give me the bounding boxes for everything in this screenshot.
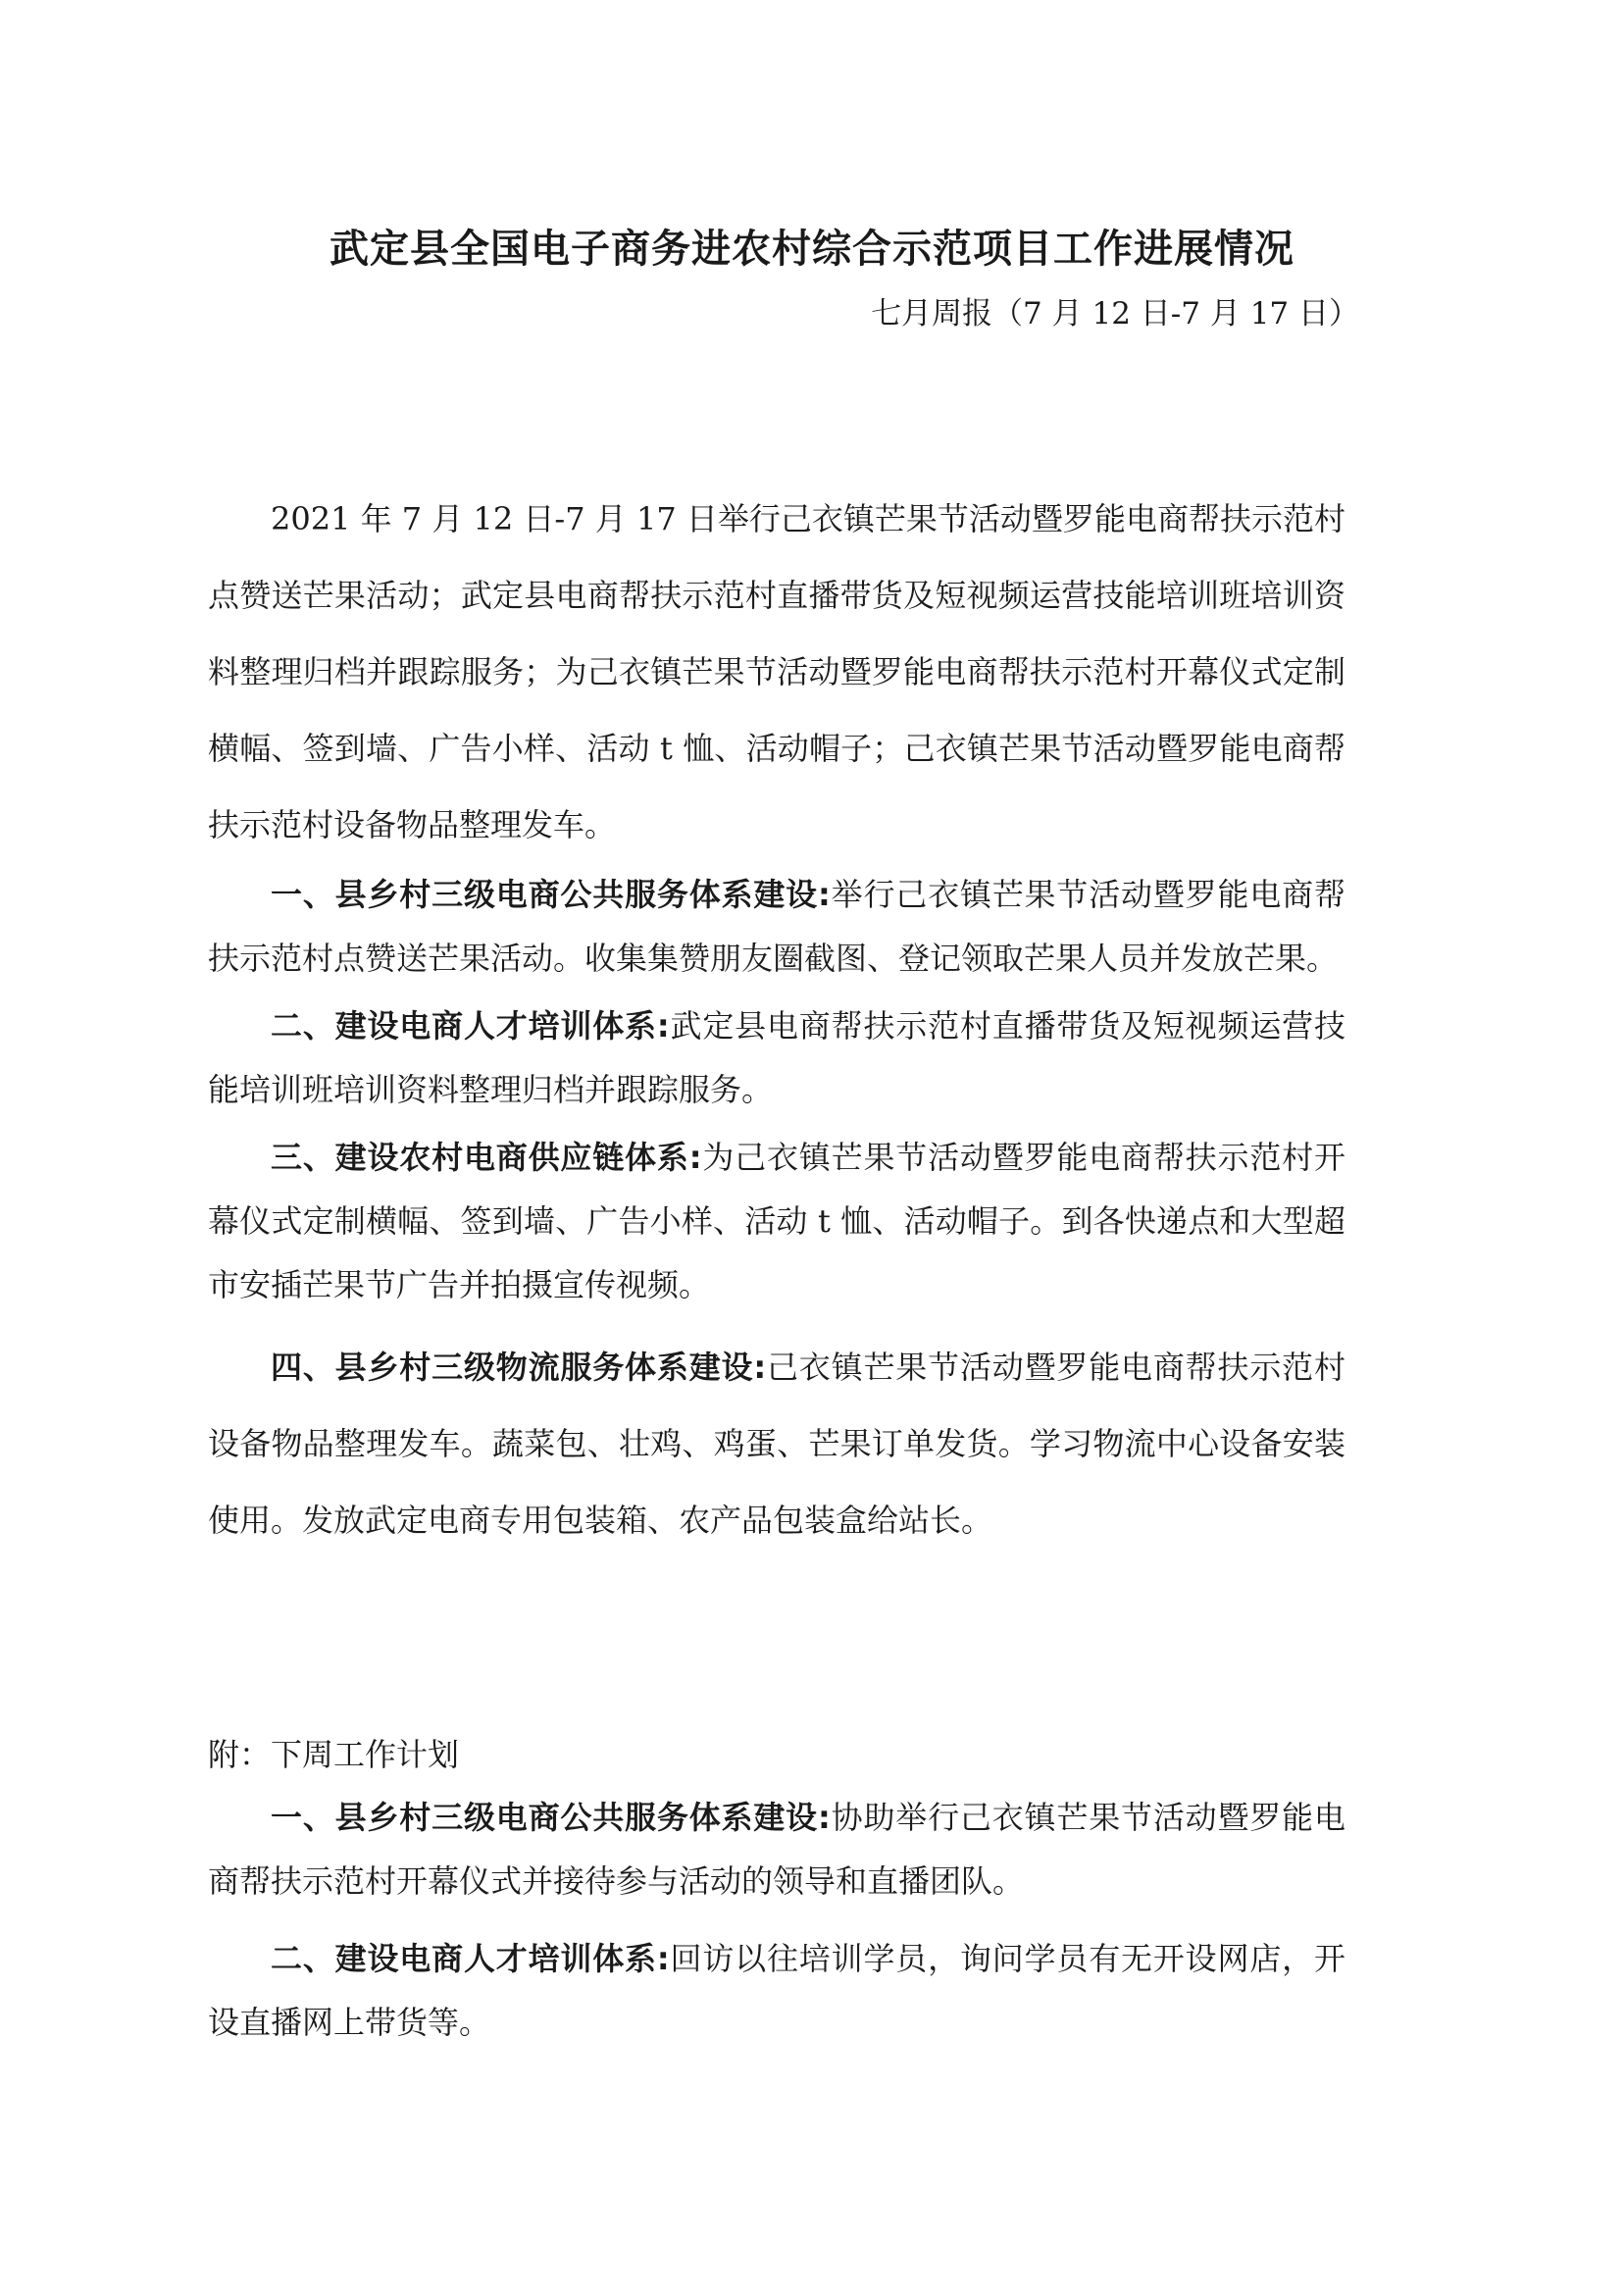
section-3 [208,1126,1345,1317]
intro-paragraph: 2021 年 7 月 12 日-7 月 17 日举行己衣镇芒果节活动暨罗能电商帮扶示范村点赞送芒果活动；武定县电商帮扶示范村直播带货及短视频运营技能培训班培训资料整理归档并跟踪服务；为己衣镇芒果节活动暨罗能电商帮扶示范村开幕仪式定制横幅、签到墙、广告小样、活动 t 恤、活动帽子；己衣镇芒果节活动暨罗能电商帮扶示范村设备物品整理发车。 [208,500,1345,843]
section-2-text: 武定县电商帮扶示范村直播带货及短视频运营技能培训班培训资料整理归档并跟踪服务。 [208,1007,1345,1108]
appendix-item-2 [208,1927,1345,2055]
section-3-text: 为己衣镇芒果节活动暨罗能电商帮扶示范村开幕仪式定制横幅、签到墙、广告小样、活动 t 恤、活动帽子。到各快递点和大型超市安插芒果节广告并拍摄宣传视频。 [208,1139,1345,1303]
appendix-item-1-heading: 一、县乡村三级电商公共服务体系建设: [271,1799,831,1836]
appendix-item-1-text: 协助举行己衣镇芒果节活动暨罗能电商帮扶示范村开幕仪式并接待参与活动的领导和直播团队。 [208,1799,1345,1900]
section-2 [208,994,1345,1122]
section-1-heading: 一、县乡村三级电商公共服务体系建设: [271,876,831,913]
appendix-item-2-text: 回访以往培训学员，询问学员有无开设网店，开设直播网上带货等。 [208,1940,1345,2041]
section-4-heading: 四、县乡村三级物流服务体系建设: [271,1349,767,1386]
section-4-text: 己衣镇芒果节活动暨罗能电商帮扶示范村设备物品整理发车。蔬菜包、壮鸡、鸡蛋、芒果订单发货。学习物流中心设备安装使用。发放武定电商专用包装箱、农产品包装盒给站长。 [208,1349,1345,1539]
section-4 [208,1329,1345,1558]
document-body [208,481,1345,2055]
section-1 [208,863,1345,991]
section-3-heading: 三、建设农村电商供应链体系: [271,1139,702,1176]
section-2-heading: 二、建设电商人才培训体系: [271,1007,670,1045]
appendix-item-2-heading: 二、建设电商人才培训体系: [271,1940,670,1977]
appendix-label: 附：下周工作计划 [208,1736,460,1773]
document-subtitle: 七月周报（7 月 12 日-7 月 17 日） [871,296,1359,331]
section-1-text: 举行己衣镇芒果节活动暨罗能电商帮扶示范村点赞送芒果活动。收集集赞朋友圈截图、登记领取芒果人员并发放芒果。 [208,876,1345,977]
document-title: 武定县全国电子商务进农村综合示范项目工作进展情况 [330,227,1294,272]
appendix-item-1 [208,1786,1345,1913]
